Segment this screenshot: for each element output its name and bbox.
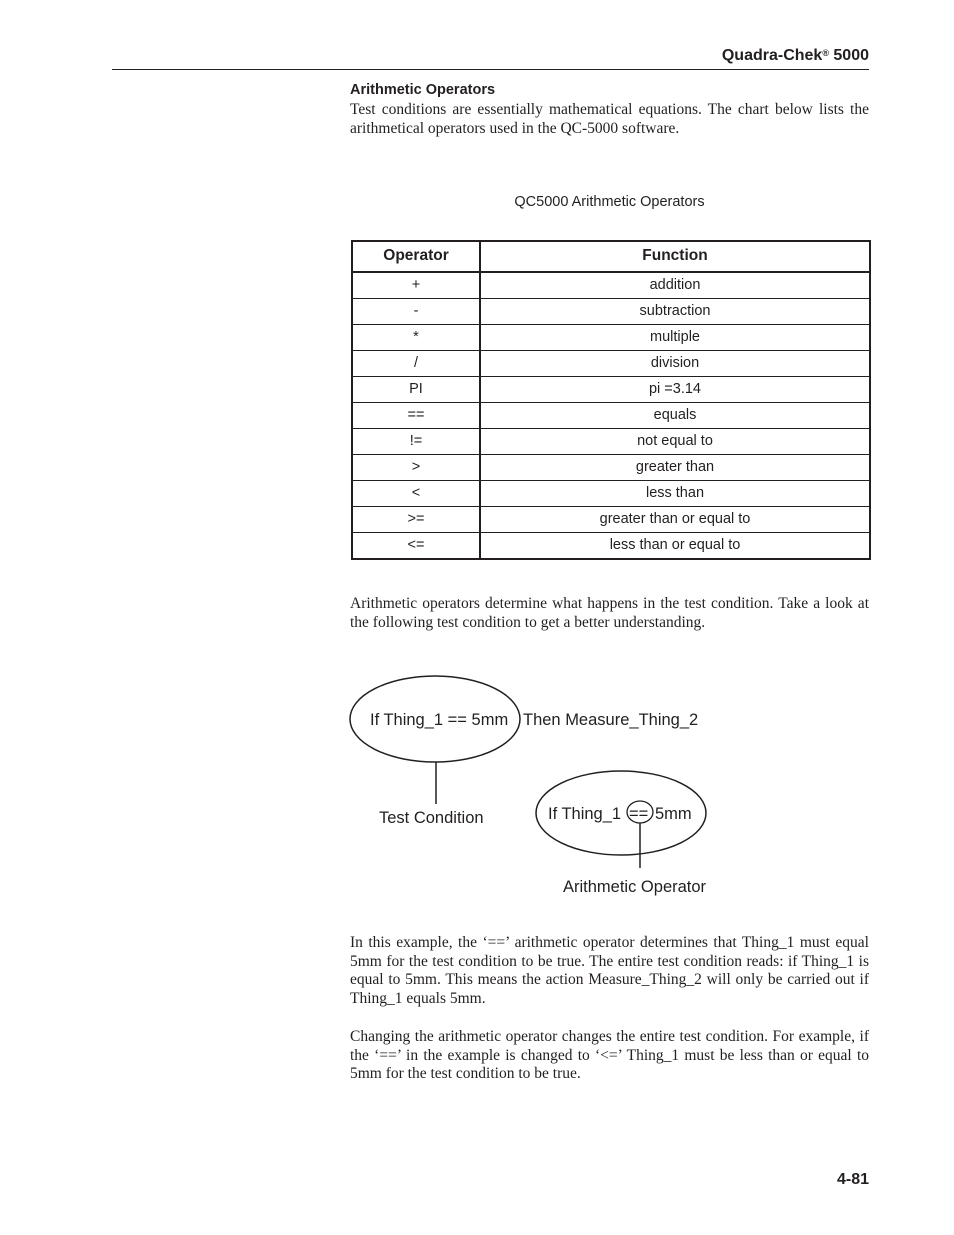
table-row xyxy=(352,376,870,402)
table-row xyxy=(352,298,870,324)
zoom-right-text: 5mm xyxy=(655,805,692,823)
operator-column-header: Operator xyxy=(352,241,480,272)
operator-cell: + xyxy=(352,272,480,299)
zoom-left-text: If Thing_1 xyxy=(548,805,622,823)
operator-cell: > xyxy=(352,454,480,480)
function-cell: less than or equal to xyxy=(480,532,870,559)
zoom-operator-text: == xyxy=(629,805,649,823)
operator-cell: <= xyxy=(352,532,480,559)
operator-cell: == xyxy=(352,402,480,428)
statement-right-text: Then Measure_Thing_2 xyxy=(523,711,699,729)
function-column-header: Function xyxy=(480,241,870,272)
function-cell: not equal to xyxy=(480,428,870,454)
running-header xyxy=(722,47,869,65)
page-number: 4-81 xyxy=(836,1171,869,1188)
table-row xyxy=(352,402,870,428)
operator-cell: - xyxy=(352,298,480,324)
intro-paragraph: Test conditions are essentially mathematical equations. The chart below lists the arithmetical operators used in the QC-5000 software. xyxy=(350,101,869,137)
test-condition-label: Test Condition xyxy=(379,809,484,827)
arithmetic-operator-label: Arithmetic Operator xyxy=(563,878,707,896)
table-header-row xyxy=(352,241,870,272)
operator-cell: PI xyxy=(352,376,480,402)
header-title: Quadra-Chek xyxy=(721,47,823,64)
statement-left-text: If Thing_1 == 5mm xyxy=(370,711,509,729)
operator-cell: * xyxy=(352,324,480,350)
function-cell: less than xyxy=(480,480,870,506)
function-cell: pi =3.14 xyxy=(480,376,870,402)
function-cell: subtraction xyxy=(480,298,870,324)
header-rule xyxy=(112,69,869,70)
function-cell: equals xyxy=(480,402,870,428)
table-row xyxy=(352,480,870,506)
function-cell: greater than or equal to xyxy=(480,506,870,532)
section-title: Arithmetic Operators xyxy=(350,82,496,98)
table-caption: QC5000 Arithmetic Operators xyxy=(514,194,705,210)
table-row xyxy=(352,272,870,299)
table-row xyxy=(352,350,870,376)
function-cell: addition xyxy=(480,272,870,299)
registered-mark: ® xyxy=(822,48,829,58)
explanation-paragraph: Arithmetic operators determine what happens in the test condition. Take a look at the following test condition to get a better understanding. xyxy=(350,595,869,631)
changing-paragraph: Changing the arithmetic operator changes the entire test condition. For example, if the ‘==’ in the example is changed to ‘<=’ Thing_1 must be less than or equal to 5mm for the test condition to be true. xyxy=(350,1028,869,1083)
operators-table xyxy=(351,240,871,560)
example-paragraph: In this example, the ‘==’ arithmetic operator determines that Thing_1 must equal 5mm for the test condition to be true. The entire test condition reads: if Thing_1 is equal to 5mm. This means the action Measure_Thing_2 will only be carried out if Thing_1 equals 5mm. xyxy=(350,934,869,1008)
operator-cell: != xyxy=(352,428,480,454)
test-condition-diagram xyxy=(340,672,760,902)
table-row xyxy=(352,454,870,480)
table-row xyxy=(352,532,870,559)
operator-cell: >= xyxy=(352,506,480,532)
function-cell: greater than xyxy=(480,454,870,480)
table-row xyxy=(352,428,870,454)
operator-cell: < xyxy=(352,480,480,506)
table-row xyxy=(352,506,870,532)
function-cell: multiple xyxy=(480,324,870,350)
operator-cell: / xyxy=(352,350,480,376)
table-row xyxy=(352,324,870,350)
header-model: 5000 xyxy=(833,47,869,64)
function-cell: division xyxy=(480,350,870,376)
